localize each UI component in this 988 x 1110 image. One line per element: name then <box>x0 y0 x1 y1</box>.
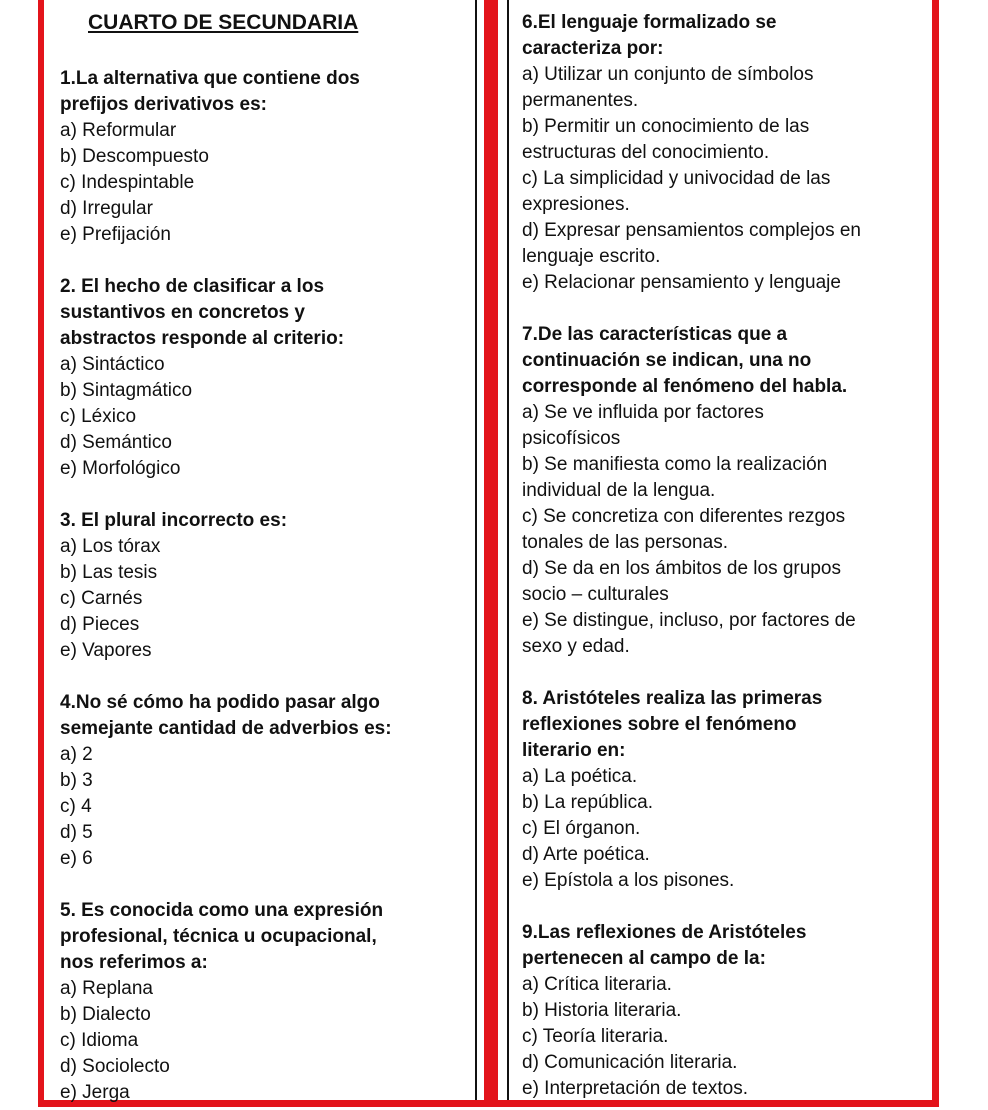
answer-option: d) Sociolecto <box>60 1056 170 1077</box>
left-question-list <box>60 66 470 1106</box>
answer-option: b) Se manifiesta como la realización <box>522 454 828 475</box>
answer-option: b) Descompuesto <box>60 146 209 167</box>
answer-option: d) Se da en los ámbitos de los grupos <box>522 558 841 579</box>
answer-option: e) 6 <box>60 848 93 869</box>
question-block <box>522 686 927 894</box>
answer-option: e) Epístola a los pisones. <box>522 870 735 891</box>
answer-option: d) Irregular <box>60 198 153 219</box>
answer-option: a) Crítica literaria. <box>522 974 672 995</box>
answer-option: a) Utilizar un conjunto de símbolos <box>522 64 814 85</box>
answer-option: c) Teoría literaria. <box>522 1026 669 1047</box>
question-text: 7.De las características que a <box>522 324 788 345</box>
question-text: literario en: <box>522 740 626 761</box>
left-column <box>60 10 470 1106</box>
question-text: semejante cantidad de adverbios es: <box>60 718 392 739</box>
answer-option: c) Carnés <box>60 588 143 609</box>
answer-option: c) Se concretiza con diferentes rezgos <box>522 506 846 527</box>
question-text: profesional, técnica u ocupacional, <box>60 926 377 947</box>
answer-option: b) Historia literaria. <box>522 1000 682 1021</box>
answer-option: expresiones. <box>522 194 630 215</box>
answer-option: e) Morfológico <box>60 458 181 479</box>
answer-option: c) 4 <box>60 796 92 817</box>
question-text: 5. Es conocida como una expresión <box>60 900 384 921</box>
question-block <box>60 66 470 248</box>
question-text: 8. Aristóteles realiza las primeras <box>522 688 823 709</box>
question-text: abstractos responde al criterio: <box>60 328 345 349</box>
answer-option: lenguaje escrito. <box>522 246 661 267</box>
answer-option: e) Relacionar pensamiento y lenguaje <box>522 272 841 293</box>
question-text: pertenecen al campo de la: <box>522 948 766 969</box>
answer-option: e) Se distingue, incluso, por factores de <box>522 610 856 631</box>
answer-option: sexo y edad. <box>522 636 630 657</box>
answer-option: e) Jerga <box>60 1082 130 1103</box>
question-spacer <box>522 296 927 322</box>
question-block <box>60 898 470 1106</box>
answer-option: c) El órganon. <box>522 818 641 839</box>
question-text: 2. El hecho de clasificar a los <box>60 276 325 297</box>
question-text: sustantivos en concretos y <box>60 302 305 323</box>
answer-option: a) Se ve influida por factores <box>522 402 764 423</box>
answer-option: a) 2 <box>60 744 93 765</box>
question-text: prefijos derivativos es: <box>60 94 267 115</box>
answer-option: a) Los tórax <box>60 536 161 557</box>
question-block <box>60 690 470 872</box>
answer-option: b) La república. <box>522 792 653 813</box>
question-block <box>60 274 470 482</box>
answer-option: b) 3 <box>60 770 93 791</box>
answer-option: a) Sintáctico <box>60 354 165 375</box>
question-spacer <box>522 894 927 920</box>
question-spacer <box>60 482 470 508</box>
answer-option: e) Vapores <box>60 640 152 661</box>
page-title: CUARTO DE SECUNDARIA <box>88 11 359 34</box>
answer-option: a) Replana <box>60 978 153 999</box>
red-border-right <box>932 0 939 1106</box>
answer-option: individual de la lengua. <box>522 480 716 501</box>
question-block <box>522 10 927 296</box>
answer-option: b) Permitir un conocimiento de las <box>522 116 810 137</box>
answer-option: tonales de las personas. <box>522 532 728 553</box>
answer-option: permanentes. <box>522 90 639 111</box>
question-text: 4.No sé cómo ha podido pasar algo <box>60 692 380 713</box>
answer-option: b) Las tesis <box>60 562 158 583</box>
question-text: reflexiones sobre el fenómeno <box>522 714 797 735</box>
question-spacer <box>522 660 927 686</box>
answer-option: e) Interpretación de textos. <box>522 1078 749 1099</box>
answer-option: estructuras del conocimiento. <box>522 142 770 163</box>
answer-option: psicofísicos <box>522 428 621 449</box>
question-spacer <box>60 664 470 690</box>
answer-option: c) Idioma <box>60 1030 139 1051</box>
answer-option: e) Prefijación <box>60 224 171 245</box>
question-block <box>522 920 927 1102</box>
question-text: corresponde al fenómeno del habla. <box>522 376 848 397</box>
question-text: 3. El plural incorrecto es: <box>60 510 288 531</box>
question-block <box>60 508 470 664</box>
question-text: 6.El lenguaje formalizado se <box>522 12 777 33</box>
red-border-left <box>38 0 44 1106</box>
column-divider-red <box>484 0 498 1100</box>
answer-option: d) Arte poética. <box>522 844 650 865</box>
right-question-list <box>522 10 927 1102</box>
question-text: 1.La alternativa que contiene dos <box>60 68 360 89</box>
question-spacer <box>60 248 470 274</box>
right-column <box>522 10 927 1102</box>
answer-option: b) Sintagmático <box>60 380 193 401</box>
answer-option: d) Comunicación literaria. <box>522 1052 738 1073</box>
answer-option: c) Indespintable <box>60 172 195 193</box>
answer-option: d) Semántico <box>60 432 172 453</box>
question-text: continuación se indican, una no <box>522 350 812 371</box>
question-text: 9.Las reflexiones de Aristóteles <box>522 922 807 943</box>
answer-option: d) Pieces <box>60 614 140 635</box>
answer-option: a) La poética. <box>522 766 638 787</box>
answer-option: c) Léxico <box>60 406 137 427</box>
answer-option: d) 5 <box>60 822 93 843</box>
question-text: caracteriza por: <box>522 38 664 59</box>
question-spacer <box>60 872 470 898</box>
question-text: nos referimos a: <box>60 952 208 973</box>
answer-option: a) Reformular <box>60 120 177 141</box>
answer-option: c) La simplicidad y univocidad de las <box>522 168 831 189</box>
answer-option: d) Expresar pensamientos complejos en <box>522 220 862 241</box>
answer-option: b) Dialecto <box>60 1004 151 1025</box>
question-block <box>522 322 927 660</box>
answer-option: socio – culturales <box>522 584 669 605</box>
